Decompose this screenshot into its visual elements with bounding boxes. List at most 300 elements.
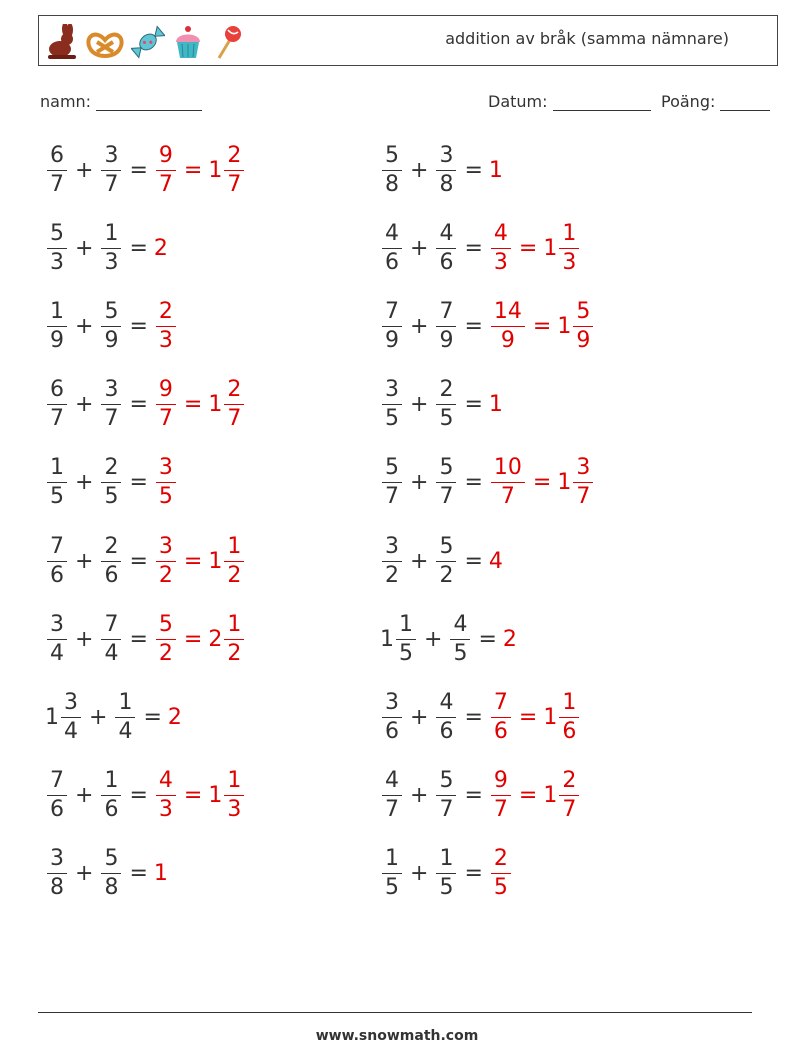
fraction [101,770,121,821]
plus-sign: + [75,861,94,887]
denominator: 7 [104,171,119,197]
denominator: 4 [50,640,64,666]
answer [154,611,246,666]
answer [489,220,581,275]
answer-improper [491,220,511,275]
addend-a [45,770,69,821]
numerator: 4 [382,770,402,796]
fraction [224,770,244,821]
numerator: 3 [156,536,176,562]
whole-part: 1 [45,704,59,730]
fraction [47,457,67,508]
pretzel-icon [85,24,125,60]
answer [154,861,168,886]
denominator: 7 [576,484,591,510]
denominator: 8 [50,875,64,901]
name-line[interactable] [96,92,202,111]
plus-sign: + [75,470,94,496]
answer-improper [491,457,525,508]
numerator: 1 [47,301,67,327]
numerator: 5 [101,848,121,874]
denominator: 2 [439,562,454,588]
fraction [224,611,244,666]
answer-mixed [557,457,595,508]
denominator: 2 [227,640,242,666]
denominator: 3 [227,797,242,823]
denominator: 9 [576,327,591,353]
numerator: 3 [382,379,402,405]
problem-item [380,530,503,592]
plus-sign: + [410,704,429,730]
numerator: 14 [491,301,525,327]
numerator: 2 [559,770,579,796]
numerator: 2 [224,379,244,405]
equals-sign: = [129,470,148,496]
problem-item [380,374,503,436]
problem-item [380,765,581,827]
addend-a [380,848,404,899]
numerator: 6 [47,145,67,171]
addend-a [380,379,404,430]
plus-sign: + [410,861,429,887]
addend-a [380,220,404,275]
fraction [436,770,456,821]
answer [154,457,178,508]
answer [489,689,581,744]
equals-sign: = [129,548,148,574]
numerator: 9 [156,145,176,171]
answer-integer: 2 [153,235,168,261]
numerator: 4 [436,692,456,718]
problem-item [45,843,168,905]
numerator: 3 [382,536,402,562]
numerator: 2 [491,848,511,874]
answer-equals-sign: = [183,783,203,809]
equals-sign: = [464,704,483,730]
answer-equals-sign: = [183,392,203,418]
problem-item [45,765,246,827]
answer [154,298,178,353]
whole-part: 2 [208,626,223,652]
addend-b [434,533,458,588]
fraction [436,457,456,508]
plus-sign: + [410,392,429,418]
whole-part: 1 [557,470,572,496]
plus-sign: + [75,548,94,574]
numerator: 7 [47,770,67,796]
fraction [436,142,456,197]
answer [489,298,595,353]
answer [154,236,168,261]
fraction [436,848,456,899]
answer-equals-sign: = [183,548,203,574]
problem-item [45,217,168,279]
addend-a [45,611,69,666]
denominator: 3 [158,797,173,823]
answer-integer: 2 [502,626,517,652]
numerator: 3 [156,457,176,483]
fraction [101,533,121,588]
denominator: 5 [399,640,413,666]
answer-integer: 1 [153,861,168,887]
addend-b [113,689,137,744]
denominator: 2 [385,562,399,588]
numerator: 7 [47,536,67,562]
date-line[interactable] [553,92,651,111]
numerator: 1 [382,848,402,874]
denominator: 5 [493,875,508,901]
denominator: 8 [104,875,119,901]
fraction [436,220,456,275]
denominator: 7 [104,406,119,432]
problem-item [45,452,178,514]
problem-item [380,295,595,357]
candy-icon [131,24,165,60]
header-icons [45,22,245,62]
fraction [47,379,67,430]
answer-integer: 4 [488,548,503,574]
addend-a [45,298,69,353]
plus-sign: + [75,235,94,261]
numerator: 5 [436,536,456,562]
numerator: 1 [396,614,416,640]
problem-item [45,139,246,201]
addend-b [434,770,458,821]
denominator: 4 [64,718,78,744]
numerator: 3 [573,457,593,483]
numerator: 2 [101,457,121,483]
fraction [101,379,121,430]
fraction [61,689,81,744]
problem-item [380,686,581,748]
numerator: 2 [101,536,121,562]
denominator: 9 [104,327,119,353]
equals-sign: = [464,313,483,339]
whole-part: 1 [543,704,558,730]
name-field [40,92,202,111]
denominator: 6 [439,718,454,744]
numerator: 1 [559,223,579,249]
addend-b [99,611,123,666]
denominator: 7 [158,406,173,432]
plus-sign: + [410,235,429,261]
denominator: 7 [493,797,508,823]
equals-sign: = [464,548,483,574]
answer-improper [156,379,176,430]
addend-b [99,457,123,508]
answer-improper [156,611,176,666]
numerator: 4 [382,223,402,249]
denominator: 9 [50,327,64,353]
fraction [47,848,67,899]
answer [154,770,246,821]
problem-item [45,530,246,592]
lollipop-icon [211,24,245,60]
denominator: 7 [439,797,454,823]
answer-mixed [557,298,595,353]
plus-sign: + [75,626,94,652]
denominator: 3 [562,249,577,275]
equals-sign: = [464,783,483,809]
answer [489,848,513,899]
denominator: 5 [385,406,399,432]
answer [489,549,503,574]
worksheet-title: addition av bråk (samma nämnare) [445,29,729,48]
answer-fraction [156,298,176,353]
addend-b [448,611,472,666]
addend-b [99,533,123,588]
denominator: 3 [158,327,173,353]
numerator: 2 [156,301,176,327]
denominator: 3 [104,249,119,275]
fraction [436,379,456,430]
denominator: 9 [385,327,399,353]
fraction [101,457,121,508]
addend-a [45,457,69,508]
problem-item [380,217,581,279]
fraction [382,457,402,508]
addend-b [434,142,458,197]
denominator: 4 [118,718,133,744]
fraction [101,142,121,197]
denominator: 6 [439,249,454,275]
addend-a [45,848,69,899]
fraction [559,689,579,744]
denominator: 7 [50,406,64,432]
whole-part: 1 [557,313,572,339]
whole-part: 1 [543,783,558,809]
addend-a [380,298,404,353]
denominator: 5 [439,875,454,901]
numerator: 7 [382,301,402,327]
numerator: 7 [491,692,511,718]
answer-mixed [543,689,581,744]
addend-a [45,142,69,197]
fraction [47,533,67,588]
denominator: 6 [104,562,119,588]
numerator: 3 [61,692,81,718]
denominator: 7 [158,171,173,197]
plus-sign: + [75,313,94,339]
denominator: 6 [493,718,508,744]
numerator: 5 [436,457,456,483]
fraction [382,298,402,353]
denominator: 9 [439,327,454,353]
fraction [382,848,402,899]
fraction [47,770,67,821]
addend-a [380,142,404,197]
score-field [661,92,770,111]
fraction [559,220,579,275]
answer-mixed [208,611,246,666]
plus-sign: + [410,783,429,809]
answer-improper [491,298,525,353]
numerator: 5 [436,770,456,796]
addend-b [99,379,123,430]
denominator: 7 [385,484,399,510]
fraction [101,220,121,275]
score-line[interactable] [720,92,770,111]
whole-part: 1 [380,626,394,652]
answer-integer: 2 [167,704,182,730]
answer [503,627,517,652]
numerator: 1 [224,536,244,562]
plus-sign: + [410,157,429,183]
numerator: 3 [101,145,121,171]
equals-sign: = [464,235,483,261]
date-label: Datum: [488,92,548,111]
numerator: 1 [115,692,135,718]
fraction [101,848,121,899]
answer-mixed [543,220,581,275]
problem-item [380,452,595,514]
denominator: 5 [453,640,468,666]
answer [154,379,246,430]
answer-mixed [208,142,246,197]
plus-sign: + [410,470,429,496]
equals-sign: = [129,783,148,809]
addend-a [380,611,418,666]
denominator: 6 [50,562,64,588]
numerator: 3 [436,145,456,171]
answer-improper [156,142,176,197]
addend-b [99,220,123,275]
answer-equals-sign: = [518,235,538,261]
whole-part: 1 [543,235,558,261]
addend-a [45,379,69,430]
equals-sign: = [464,470,483,496]
fraction [450,611,470,666]
problem-item [380,608,517,670]
answer [489,158,503,183]
plus-sign: + [75,157,94,183]
whole-part: 1 [208,548,223,574]
footer-divider [38,1012,752,1013]
numerator: 1 [436,848,456,874]
fraction [436,533,456,588]
answer-fraction [156,457,176,508]
numerator: 3 [382,692,402,718]
problem-item [380,843,513,905]
numerator: 5 [573,301,593,327]
answer-mixed [208,533,246,588]
numerator: 1 [224,614,244,640]
header-box [38,15,778,66]
denominator: 9 [500,327,515,353]
addend-b [99,770,123,821]
fraction [559,770,579,821]
name-label: namn: [40,92,92,111]
equals-sign: = [129,626,148,652]
denominator: 3 [493,249,508,275]
numerator: 1 [101,770,121,796]
denominator: 4 [104,640,119,666]
addend-b [434,298,458,353]
denominator: 2 [158,562,173,588]
equals-sign: = [129,313,148,339]
equals-sign: = [464,157,483,183]
numerator: 4 [156,770,176,796]
answer [489,392,503,417]
fraction [47,611,67,666]
problem-item [380,139,503,201]
equals-sign: = [464,861,483,887]
fraction [382,770,402,821]
whole-part: 1 [208,392,223,418]
answer-integer: 1 [488,392,503,418]
problem-item [45,608,246,670]
plus-sign: + [75,783,94,809]
numerator: 3 [47,614,67,640]
denominator: 7 [50,171,64,197]
denominator: 6 [104,797,119,823]
answer-equals-sign: = [532,470,552,496]
numerator: 9 [491,770,511,796]
numerator: 5 [101,301,121,327]
fraction [47,298,67,353]
denominator: 5 [104,484,119,510]
equals-sign: = [464,392,483,418]
addend-a [380,457,404,508]
footer-url: www.snowmath.com [315,1028,479,1044]
answer-integer: 1 [488,157,503,183]
fraction [115,689,135,744]
fraction [573,457,593,508]
answer-mixed [208,379,246,430]
denominator: 5 [50,484,64,510]
denominator: 2 [227,562,242,588]
whole-part: 1 [208,157,223,183]
numerator: 5 [47,223,67,249]
fraction [573,298,593,353]
numerator: 3 [47,848,67,874]
answer [489,457,595,508]
fraction [436,298,456,353]
denominator: 6 [562,718,577,744]
plus-sign: + [75,392,94,418]
numerator: 5 [382,145,402,171]
denominator: 5 [385,875,399,901]
chocolate-bunny-icon [45,24,79,60]
fraction [101,611,121,666]
numerator: 4 [491,223,511,249]
answer [168,705,182,730]
denominator: 7 [227,171,242,197]
denominator: 8 [439,171,454,197]
addend-a [380,770,404,821]
numerator: 4 [450,614,470,640]
numerator: 10 [491,457,525,483]
addend-b [434,220,458,275]
addend-a [380,689,404,744]
numerator: 1 [101,223,121,249]
addend-a [45,689,83,744]
equals-sign: = [143,704,162,730]
answer-improper [156,533,176,588]
numerator: 2 [224,145,244,171]
plus-sign: + [89,704,108,730]
answer-equals-sign: = [532,313,552,339]
fraction [224,142,244,197]
denominator: 5 [439,406,454,432]
denominator: 2 [158,640,173,666]
answer-mixed [208,770,246,821]
addend-b [434,379,458,430]
plus-sign: + [410,313,429,339]
answer [154,533,246,588]
denominator: 7 [562,797,577,823]
fraction [47,220,67,275]
